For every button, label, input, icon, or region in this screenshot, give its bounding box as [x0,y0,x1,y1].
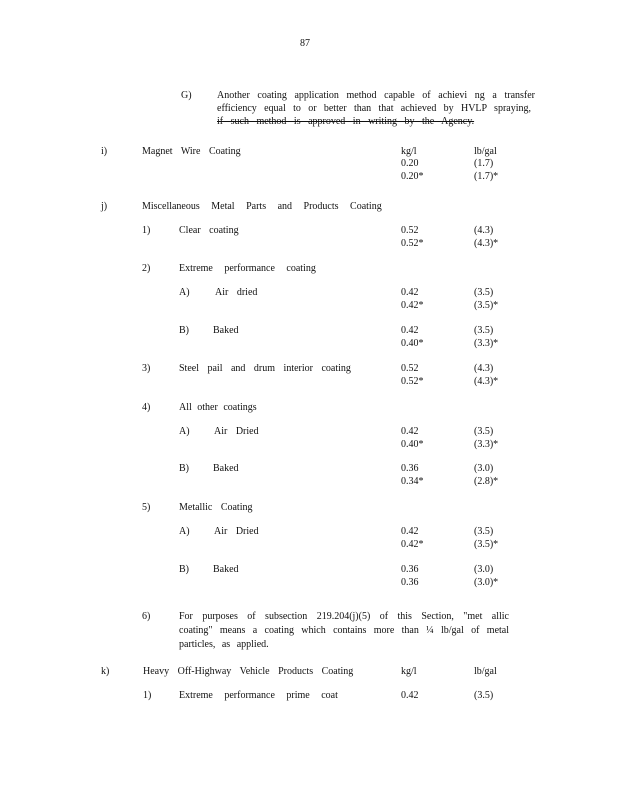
limit-lb-value: (3.0) [474,463,494,474]
limit-lb-value: (3.5) [474,426,494,437]
limit-kg-value: 0.42 [401,325,419,336]
limit-lb-value: (4.3) [474,363,494,374]
units-lb-header: lb/gal [474,146,497,157]
limit-kg-value: 0.52 [401,225,419,236]
limit-lb-value: (3.5) [474,325,494,336]
limit-lb-value: (3.0)* [474,577,499,588]
limit-kg-value: 0.42* [401,539,424,550]
limit-kg-value: 0.42 [401,426,419,437]
limit-lb-value: (3.3)* [474,338,499,349]
definition-line-3: particles, as applied. [179,639,269,650]
item-number: 6) [142,611,151,622]
limit-lb-value: (3.5) [474,526,494,537]
section-g-line-2: efficiency equal to or better than that achieved by HVLP spraying, [217,103,531,114]
definition-line-2: coating" means a coating which contains more than ¼ lb/gal of metal [179,625,509,636]
limit-kg-value: 0.42 [401,690,419,701]
limit-lb-value: (1.7)* [474,171,499,182]
item-number: 4) [142,402,151,413]
limit-lb-value: (4.3) [474,225,494,236]
units-lb-header: lb/gal [474,666,497,677]
section-i-title: Magnet Wire Coating [142,146,241,157]
subitem-label: A) [179,287,190,298]
subitem-name: Baked [213,564,239,575]
item-name: Extreme performance prime coat [179,690,338,701]
section-label-j: j) [101,201,108,212]
subitem-label: B) [179,564,189,575]
subitem-label: A) [179,426,190,437]
subitem-label: A) [179,526,190,537]
limit-lb-value: (4.3)* [474,238,499,249]
page-number: 87 [300,38,310,49]
limit-kg-value: 0.40* [401,439,424,450]
subitem-label: B) [179,325,189,336]
section-label-i: i) [101,146,108,157]
limit-kg-value: 0.36 [401,564,419,575]
limit-lb-value: (3.5) [474,287,494,298]
item-number: 2) [142,263,151,274]
limit-lb-value: (3.3)* [474,439,499,450]
limit-kg-value: 0.20 [401,158,419,169]
section-g-line-1: Another coating application method capable of achievi ng a transfer [217,90,535,101]
limit-lb-value: (3.5) [474,690,494,701]
limit-lb-value: (3.5)* [474,300,499,311]
limit-kg-value: 0.40* [401,338,424,349]
limit-kg-value: 0.52 [401,363,419,374]
limit-lb-value: (4.3)* [474,376,499,387]
limit-kg-value: 0.52* [401,376,424,387]
limit-kg-value: 0.34* [401,476,424,487]
limit-lb-value: (1.7) [474,158,494,169]
definition-line-1: For purposes of subsection 219.204(j)(5) of this Section, "met allic [179,611,509,622]
item-number: 1) [143,690,152,701]
subitem-name: Air dried [215,287,258,298]
item-name: Clear coating [179,225,239,236]
item-name: Metallic Coating [179,502,253,513]
subitem-label: B) [179,463,189,474]
limit-kg-value: 0.20* [401,171,424,182]
limit-kg-value: 0.52* [401,238,424,249]
item-number: 5) [142,502,151,513]
units-kg-header: kg/l [401,146,417,157]
item-name: All other coatings [179,402,257,413]
limit-kg-value: 0.42* [401,300,424,311]
item-name: Steel pail and drum interior coating [179,363,351,374]
subitem-name: Air Dried [214,426,259,437]
item-name: Extreme performance coating [179,263,316,274]
section-j-title: Miscellaneous Metal Parts and Products Coating [142,201,382,212]
limit-kg-value: 0.42 [401,287,419,298]
subitem-name: Baked [213,325,239,336]
limit-kg-value: 0.42 [401,526,419,537]
units-kg-header: kg/l [401,666,417,677]
subitem-name: Air Dried [214,526,259,537]
limit-lb-value: (3.0) [474,564,494,575]
item-number: 1) [142,225,151,236]
limit-kg-value: 0.36 [401,577,419,588]
item-label-g: G) [181,90,192,101]
limit-lb-value: (3.5)* [474,539,499,550]
item-number: 3) [142,363,151,374]
limit-lb-value: (2.8)* [474,476,499,487]
section-g-struck-line: if such method is approved in writing by the Agency. [217,116,475,127]
limit-kg-value: 0.36 [401,463,419,474]
section-k-title: Heavy Off-Highway Vehicle Products Coating [143,666,354,677]
subitem-name: Baked [213,463,239,474]
section-label-k: k) [101,666,110,677]
